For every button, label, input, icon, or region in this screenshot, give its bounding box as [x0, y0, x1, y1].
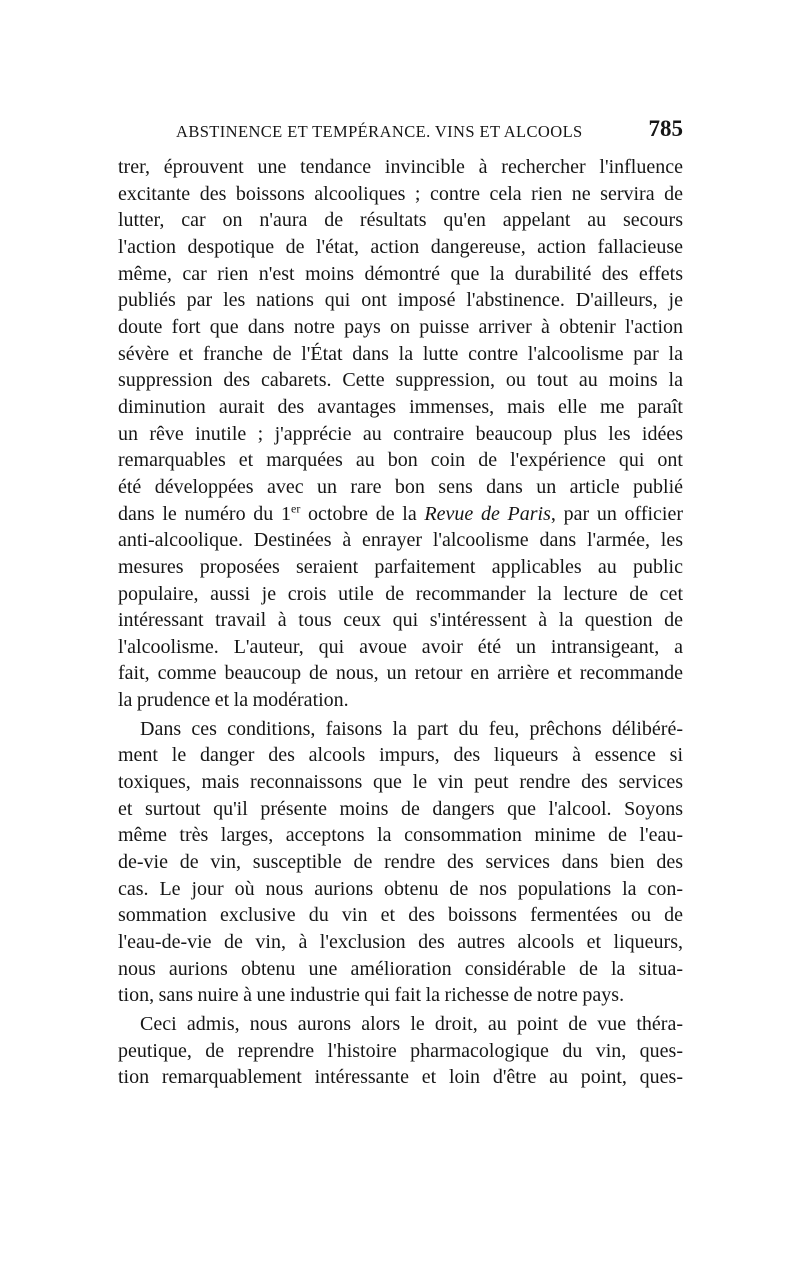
- text-line: tion remarquablement intéressante et loin d'être au point, ques-: [118, 1066, 683, 1089]
- text-line: populaire, aussi je crois utile de recommander la lecture de cet: [118, 582, 683, 605]
- citation-text-end: , par un officier: [550, 502, 684, 525]
- text-line: mesures proposées seraient parfaitement applicables au public: [118, 555, 683, 578]
- text-line: même très larges, acceptons la consommation minime de l'eau-: [118, 824, 683, 847]
- text-line: intéressant travail à tous ceux qui s'intéressent à la question de: [118, 609, 683, 632]
- text-line: Dans ces conditions, faisons la part du feu, prêchons délibéré-: [140, 717, 683, 740]
- text-line: l'alcoolisme. L'auteur, qui avoue avoir été un intransigeant, a: [118, 635, 683, 658]
- text-line: un rêve inutile ; j'apprécie au contraire beaucoup plus les idées: [118, 422, 683, 445]
- text-line: de-vie de vin, susceptible de rendre des services dans bien des: [118, 851, 683, 874]
- text-line: trer, éprouvent une tendance invincible à rechercher l'influence: [118, 156, 683, 178]
- text-line: remarquables et marquées au bon coin de l'expérience qui ont: [118, 449, 683, 472]
- text-line: excitante des boissons alcooliques ; contre cela rien ne servira de: [118, 182, 683, 205]
- text-line: cas. Le jour où nous aurions obtenu de nos populations la con-: [118, 877, 683, 900]
- ordinal-superscript: er: [291, 500, 301, 515]
- text-line: fait, comme beaucoup de nous, un retour en arrière et recommande: [118, 662, 683, 685]
- body-text: [118, 154, 683, 1091]
- text-line: été développées avec un rare bon sens dans un article publié: [118, 475, 683, 498]
- text-line: publiés par les nations qui ont imposé l'abstinence. D'ailleurs, je: [118, 289, 683, 312]
- text-line: peutique, de reprendre l'histoire pharmacologique du vin, ques-: [118, 1039, 683, 1062]
- text-line: lutter, car on n'aura de résultats qu'en appelant au secours: [118, 209, 683, 232]
- text-line: tion, sans nuire à une industrie qui fait la richesse de notre pays.: [118, 984, 625, 1007]
- citation-text-start: dans le numéro du 1: [118, 502, 291, 525]
- text-line: anti-alcoolique. Destinées à enrayer l'alcoolisme dans l'armée, les: [118, 529, 683, 552]
- text-line: suppression des cabarets. Cette suppression, ou tout au moins la: [118, 369, 683, 392]
- page-number: 785: [648, 116, 683, 141]
- text-line: nous aurions obtenu une amélioration considérable de la situa-: [118, 957, 683, 980]
- page-header: [118, 114, 683, 150]
- text-line: diminution aurait des avantages immenses, mais elle me paraît: [118, 395, 683, 418]
- running-head: ABSTINENCE ET TEMPÉRANCE. VINS ET ALCOOLS: [176, 122, 583, 141]
- text-line: toxiques, mais reconnaissons que le vin peut rendre des services: [118, 771, 683, 794]
- text-line: sommation exclusive du vin et des boissons fermentées ou de: [118, 904, 683, 927]
- text-line: la prudence et la modération.: [118, 689, 349, 712]
- text-line: même, car rien n'est moins démontré que la durabilité des effets: [118, 262, 683, 285]
- text-line: et surtout qu'il présente moins de dangers que l'alcool. Soyons: [118, 797, 683, 820]
- text-line: l'eau-de-vie de vin, à l'exclusion des autres alcools et liqueurs,: [118, 931, 683, 954]
- text-line: l'action despotique de l'état, action dangereuse, action fallacieuse: [118, 235, 683, 258]
- text-line: sévère et franche de l'État dans la lutte contre l'alcoolisme par la: [118, 342, 683, 365]
- text-line: ment le danger des alcools impurs, des liqueurs à essence si: [118, 744, 683, 767]
- text-line: doute fort que dans notre pays on puisse arriver à obtenir l'action: [118, 315, 683, 338]
- text-line: Ceci admis, nous aurons alors le droit, au point de vue théra-: [140, 1013, 683, 1035]
- text-line-citation: [118, 501, 683, 528]
- citation-text-middle: octobre de la: [300, 502, 425, 525]
- journal-title: Revue de Paris: [424, 502, 551, 525]
